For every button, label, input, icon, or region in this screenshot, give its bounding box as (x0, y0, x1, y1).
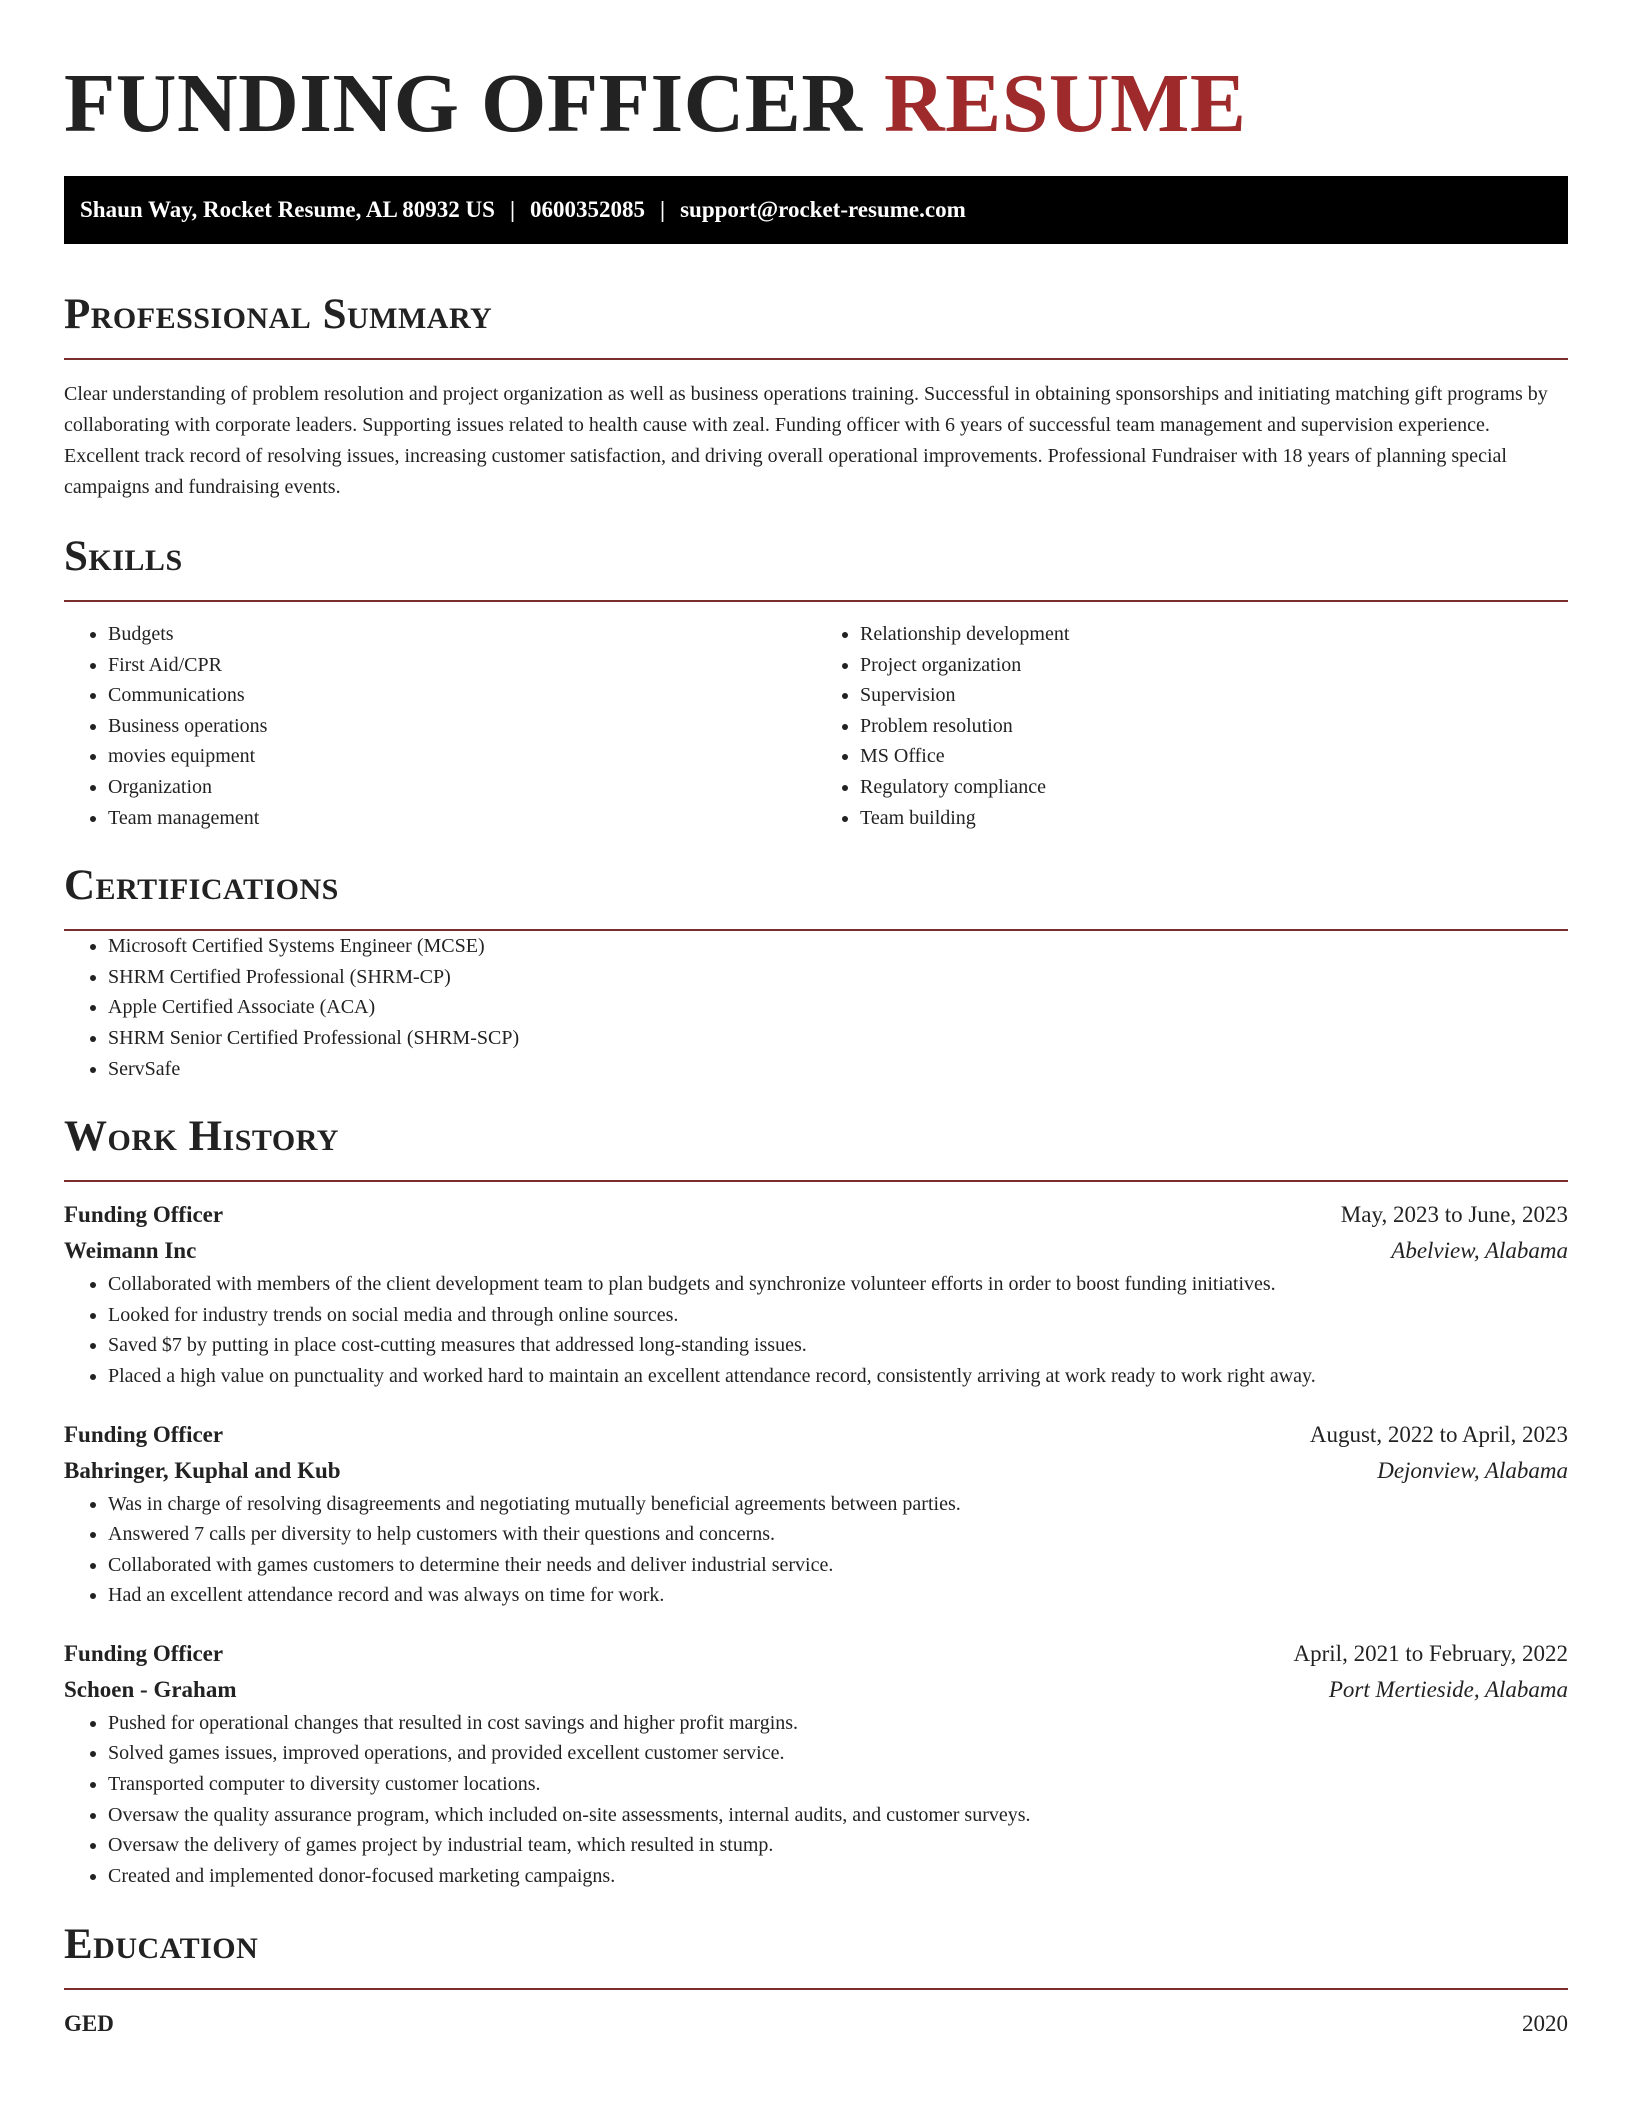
job-subheader-row (64, 1672, 1568, 1708)
skills-list-right (816, 619, 1568, 833)
contact-separator: | (509, 197, 516, 222)
certifications-heading: Certifications (64, 862, 339, 910)
job-entry (64, 1417, 1568, 1611)
certifications-section (64, 859, 1568, 1084)
job-location: Port Mertieside, Alabama (1328, 1676, 1568, 1702)
job-bullets (64, 1489, 1568, 1611)
education-year: 2020 (1522, 2011, 1568, 2037)
work-history-heading: Work History (64, 1113, 339, 1161)
skill-item: • Regulatory compliance (860, 772, 1568, 803)
summary-section (64, 288, 1568, 503)
certification-item: • Apple Certified Associate (ACA) (108, 992, 1568, 1023)
skills-list-left (64, 619, 816, 833)
job-company: Bahringer, Kuphal and Kub (64, 1457, 341, 1483)
skill-item: • Relationship development (860, 619, 1568, 650)
job-company: Schoen - Graham (64, 1676, 237, 1702)
job-bullet: • Looked for industry trends on social media and through online sources. (108, 1300, 1568, 1331)
job-bullet: • Oversaw the delivery of games project by industrial team, which resulted in stump. (108, 1830, 1568, 1861)
education-heading: Education (64, 1921, 259, 1969)
job-entry (64, 1197, 1568, 1391)
job-header-row (64, 1417, 1568, 1453)
job-bullet: • Saved $7 by putting in place cost-cutting measures that addressed long-standing issues. (108, 1330, 1568, 1361)
job-title: Funding Officer (64, 1421, 224, 1447)
certification-item: • SHRM Senior Certified Professional (SHRM-SCP) (108, 1023, 1568, 1054)
job-header-row (64, 1197, 1568, 1233)
skill-item: • Business operations (108, 711, 816, 742)
contact-separator: | (660, 197, 666, 222)
contact-email: support@rocket-resume.com (680, 197, 966, 222)
job-dates: August, 2022 to April, 2023 (1309, 1421, 1568, 1447)
job-bullet: • Transported computer to diversity customer locations. (108, 1769, 1568, 1800)
job-title: Funding Officer (64, 1640, 224, 1666)
certifications-list (64, 931, 1568, 1084)
job-dates: April, 2021 to February, 2022 (1293, 1640, 1568, 1666)
skill-item: • Team management (108, 803, 816, 834)
job-bullets (64, 1269, 1568, 1391)
certification-item: • SHRM Certified Professional (SHRM-CP) (108, 962, 1568, 993)
work-history-section (64, 1110, 1568, 1891)
skill-item: • Communications (108, 680, 816, 711)
job-subheader-row (64, 1233, 1568, 1269)
contact-bar (64, 176, 1568, 244)
education-row (64, 2006, 1568, 2042)
education-section (64, 1918, 1568, 2042)
skill-item: • Problem resolution (860, 711, 1568, 742)
job-dates: May, 2023 to June, 2023 (1340, 1202, 1568, 1228)
section-divider (64, 1988, 1568, 1990)
job-bullet: • Collaborated with games customers to determine their needs and deliver industrial service. (108, 1550, 1568, 1581)
contact-phone: 0600352085 (530, 197, 646, 222)
job-bullet: • Placed a high value on punctuality and worked hard to maintain an excellent attendance record, consistently arriving at work ready to work right away. (108, 1361, 1568, 1392)
section-divider (64, 1180, 1568, 1182)
job-bullet: • Created and implemented donor-focused marketing campaigns. (108, 1861, 1568, 1892)
job-title: Funding Officer (64, 1202, 224, 1228)
resume-title (64, 0, 1568, 176)
certification-item: • Microsoft Certified Systems Engineer (MCSE) (108, 931, 1568, 962)
skills-heading: Skills (64, 533, 183, 580)
skills-grid (64, 619, 1568, 833)
job-entry (64, 1636, 1568, 1892)
job-bullet: • Pushed for operational changes that resulted in cost savings and higher profit margins. (108, 1708, 1568, 1739)
job-bullet: • Answered 7 calls per diversity to help customers with their questions and concerns. (108, 1519, 1568, 1550)
skill-item: • Organization (108, 772, 816, 803)
skill-item: • Supervision (860, 680, 1568, 711)
title-main: FUNDING OFFICER (64, 57, 863, 150)
skills-section (64, 530, 1568, 833)
skill-item: • Team building (860, 803, 1568, 834)
job-header-row (64, 1636, 1568, 1672)
job-subheader-row (64, 1453, 1568, 1489)
skill-item: • First Aid/CPR (108, 650, 816, 681)
job-location: Abelview, Alabama (1391, 1238, 1568, 1264)
job-bullets (64, 1708, 1568, 1892)
job-bullet: • Solved games issues, improved operations, and provided excellent customer service. (108, 1738, 1568, 1769)
contact-address: Shaun Way, Rocket Resume, AL 80932 US (80, 197, 495, 222)
skill-item: • Budgets (108, 619, 816, 650)
section-divider (64, 600, 1568, 602)
summary-heading: Professional Summary (64, 291, 493, 338)
section-divider (64, 358, 1568, 360)
skill-item: • movies equipment (108, 741, 816, 772)
summary-text: Clear understanding of problem resolution and project organization as well as business operations training. Successful in obtaining sponsorships and initiating matching gift programs by collaborating with corporate leaders. Supporting issues related to health cause with zeal. Funding officer with 6 years of successful team management and supervision experience. Excellent track record of resolving issues, increasing customer satisfaction, and driving overall operational improvements. Professional Fundraiser with 18 years of planning special campaigns and fundraising events. (64, 383, 1548, 498)
education-degree: GED (64, 2011, 114, 2037)
job-bullet: • Oversaw the quality assurance program, which included on-site assessments, internal audits, and customer surveys. (108, 1800, 1568, 1831)
skill-item: • MS Office (860, 741, 1568, 772)
job-bullet: • Collaborated with members of the client development team to plan budgets and synchronize volunteer efforts in order to boost funding initiatives. (108, 1269, 1568, 1300)
job-location: Dejonview, Alabama (1377, 1457, 1568, 1483)
job-bullet: • Had an excellent attendance record and was always on time for work. (108, 1580, 1568, 1611)
certification-item: • ServSafe (108, 1054, 1568, 1085)
title-accent: RESUME (884, 57, 1247, 150)
job-company: Weimann Inc (64, 1238, 197, 1264)
skill-item: • Project organization (860, 650, 1568, 681)
job-bullet: • Was in charge of resolving disagreements and negotiating mutually beneficial agreements between parties. (108, 1489, 1568, 1520)
